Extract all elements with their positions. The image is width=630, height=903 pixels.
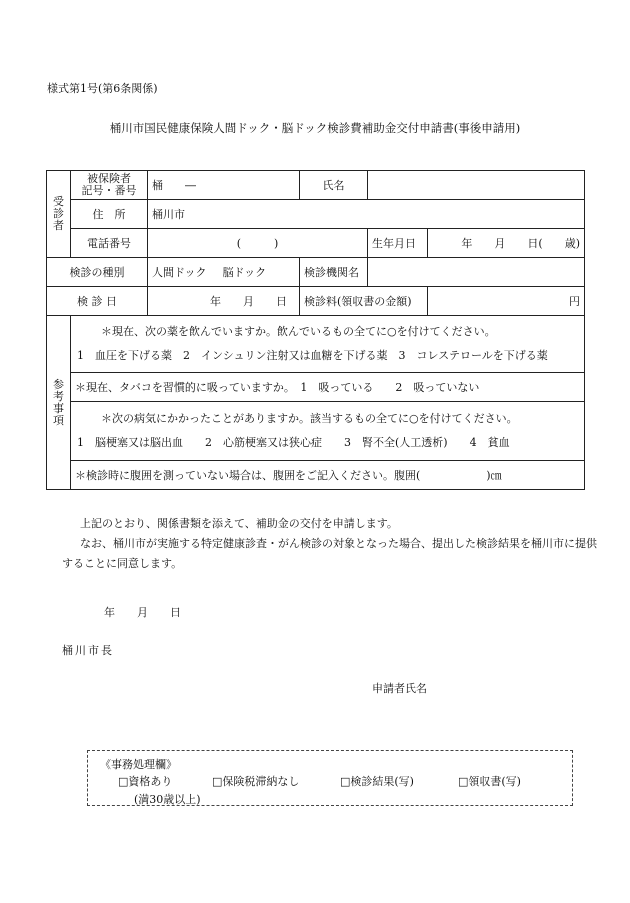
dob-field[interactable]: 年 月 日( 歳) — [428, 229, 585, 258]
declaration-line-1: 上記のとおり、関係書類を添えて、補助金の交付を申請します。 — [80, 517, 398, 530]
no-arrears-checkbox[interactable]: □保険税滞納なし — [212, 775, 300, 788]
name-label: 氏名 — [300, 171, 368, 200]
exam-type-label: 検診の種別 — [47, 258, 148, 287]
form-title: 桶川市国民健康保険人間ドック・脳ドック検診費補助金交付申請書(事後申請用) — [109, 121, 521, 135]
exam-result-copy-checkbox[interactable]: □検診結果(写) — [340, 775, 414, 788]
mayor-addressee: 桶川市長 — [62, 644, 114, 657]
declaration-text — [62, 514, 597, 574]
smoking-question[interactable]: ＊現在、タバコを習慣的に吸っていますか。 1 吸っている 2 吸っていない — [71, 373, 585, 402]
exam-date-label: 検 診 日 — [47, 287, 148, 316]
office-use-box — [87, 750, 573, 806]
medication-question: ＊現在、次の薬を飲んでいますか。飲んでいるもの全てに○を付けてください。 1 血圧を下げる薬 2 インシュリン注射又は血糖を下げる薬 3 コレステロールを下げる薬 — [71, 316, 585, 373]
waist-question[interactable]: ＊検診時に腹囲を測っていない場合は、腹囲をご記入ください。腹囲( )㎝ — [71, 461, 585, 490]
dob-label: 生年月日 — [368, 229, 428, 258]
name-field[interactable] — [368, 171, 585, 200]
office-box-title: 《事務処理欄》 — [100, 758, 177, 771]
application-table — [46, 170, 585, 490]
brain-dock-option[interactable]: 脳ドック — [222, 266, 267, 279]
address-field[interactable]: 桶川市 — [148, 200, 585, 229]
applicant-name-label: 申請者氏名 — [372, 682, 427, 695]
fee-field[interactable] — [428, 287, 585, 316]
exam-date-field[interactable]: 年 月 日 — [148, 287, 300, 316]
application-date[interactable]: 年 月 日 — [104, 606, 181, 619]
disease-options[interactable]: 1 脳梗塞又は脳出血 2 心筋梗塞又は狭心症 3 腎不全(人工透析) 4 貧血 — [77, 436, 510, 449]
ningen-dock-option[interactable]: 人間ドック — [152, 266, 207, 279]
fee-unit: 円 — [569, 295, 580, 308]
address-label: 住 所 — [71, 200, 148, 229]
institution-label: 検診機関名 — [300, 258, 368, 287]
phone-label: 電話番号 — [71, 229, 148, 258]
eligibility-checkbox[interactable]: □資格あり — [118, 775, 173, 788]
age-note: (満30歳以上) — [134, 793, 201, 806]
form-reference: 様式第1号(第6条関係) — [47, 82, 158, 95]
medication-options[interactable]: 1 血圧を下げる薬 2 インシュリン注射又は血糖を下げる薬 3 コレステロールを下げる薬 — [77, 349, 548, 362]
examinee-section-label: 受 診 者 — [47, 171, 71, 258]
exam-type-options[interactable] — [148, 258, 300, 287]
institution-field[interactable] — [368, 258, 585, 287]
insured-number-field[interactable]: 桶 ― — [148, 171, 300, 200]
insured-number-label: 被保険者 記号・番号 — [71, 171, 148, 200]
disease-question: ＊次の病気にかかったことがありますか。該当するもの全てに○を付けてください。 1 脳梗塞又は脳出血 2 心筋梗塞又は狭心症 3 腎不全(人工透析) 4 貧血 — [71, 402, 585, 461]
receipt-copy-checkbox[interactable]: □領収書(写) — [458, 775, 521, 788]
fee-label: 検診料(領収書の金額) — [300, 287, 428, 316]
declaration-line-2: なお、桶川市が実施する特定健康診査・がん検診の対象となった場合、提出した検診結果を桶川市に提供することに同意します。 — [62, 537, 597, 570]
phone-field[interactable]: ( ) — [148, 229, 368, 258]
reference-section-label: 参 考 事 項 — [47, 316, 71, 490]
